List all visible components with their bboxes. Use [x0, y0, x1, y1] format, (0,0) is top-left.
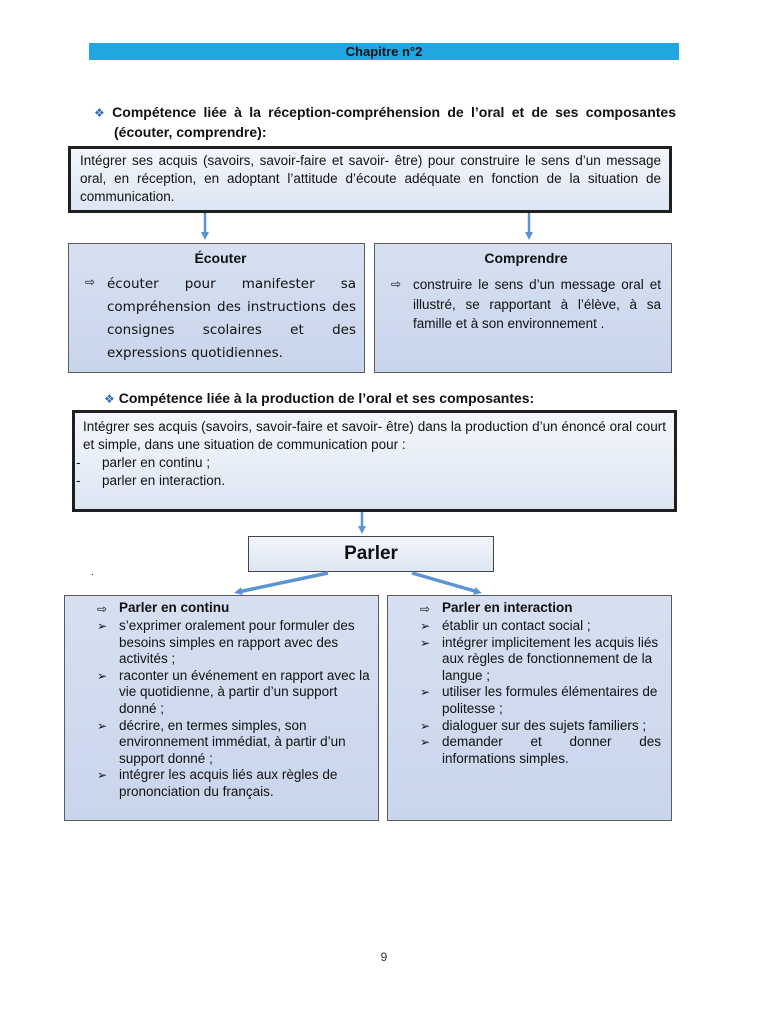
section2-heading-text: Compétence liée à la production de l’oral et ses composantes:	[118, 390, 535, 406]
dash-marker: -	[76, 473, 81, 488]
arrowhead-bullet-icon: ➢	[420, 619, 431, 633]
chapter-title: Chapitre n°2	[345, 44, 423, 59]
list-item-text: intégrer les acquis liés aux règles de prononciation du français.	[119, 767, 338, 799]
list-item-text: décrire, en termes simples, son environnement immédiat, à partir d’un support donné ;	[119, 717, 346, 766]
outline-right-arrow-icon: ⇨	[391, 277, 402, 291]
arrowhead-bullet-icon: ➢	[420, 685, 431, 700]
outline-right-arrow-icon: ⇨	[420, 602, 431, 616]
section2-list-item-text: parler en interaction.	[102, 473, 226, 488]
ecouter-title: Écouter	[194, 250, 247, 266]
list-item-text: établir un contact social ;	[442, 618, 591, 633]
section1-heading-text: Compétence liée à la réception-compréhension de l’oral et de ses composantes (écouter, comprendre):	[112, 104, 676, 140]
list-item-text: raconter un événement en rapport avec la vie quotidienne, à partir d’un support donné ;	[119, 667, 370, 716]
arrow-to-interaction	[412, 573, 478, 592]
list-item-text: intégrer implicitement les acquis liés aux règles de fonctionnement de la langue ;	[442, 634, 659, 683]
section2-intro-text: Intégrer ses acquis (savoirs, savoir-faire et savoir- être) dans la production d’un énoncé oral court et simple, dans une situation de communication pour :	[83, 419, 666, 452]
diamond-cluster-icon: ❖	[104, 392, 115, 406]
outline-right-arrow-icon: ⇨	[85, 275, 96, 289]
stray-mark: .	[91, 567, 94, 578]
section1-intro-text: Intégrer ses acquis (savoirs, savoir-faire et savoir- être) pour construire le sens d’un message oral, en réception, en adoptant l’attitude d’écoute adéquate en fonction de la situation de communication.	[80, 153, 661, 204]
arrowhead-bullet-icon: ➢	[420, 735, 431, 750]
outline-right-arrow-icon: ⇨	[97, 602, 108, 616]
parler-continu-title: Parler en continu	[119, 600, 230, 615]
diamond-cluster-icon: ❖	[94, 106, 109, 120]
ecouter-text: écouter pour manifester sa compréhension des instructions des consignes scolaires et des expressions quotidiennes.	[107, 276, 356, 361]
arrowhead-bullet-icon: ➢	[97, 619, 108, 633]
parler-label: Parler	[344, 543, 398, 564]
comprendre-text: construire le sens d’un message oral et illustré, se rapportant à l’élève, à sa famille et à son environnement .	[413, 277, 661, 331]
parler-interaction-title: Parler en interaction	[442, 600, 573, 615]
list-item-text: utiliser les formules élémentaires de politesse ;	[442, 684, 658, 716]
dash-marker: -	[76, 455, 81, 470]
list-item-text: s’exprimer oralement pour formuler des besoins simples en rapport avec des activités ;	[119, 618, 355, 667]
arrowhead-bullet-icon: ➢	[97, 718, 108, 733]
arrowhead-bullet-icon: ➢	[97, 668, 108, 683]
arrowhead-bullet-icon: ➢	[420, 635, 431, 650]
list-item-text: demander et donner des informations simples.	[442, 734, 661, 766]
list-item-text: dialoguer sur des sujets familiers ;	[442, 717, 647, 733]
arrowhead-bullet-icon: ➢	[97, 768, 108, 783]
section2-list-item-text: parler en continu ;	[102, 455, 211, 470]
comprendre-title: Comprendre	[484, 250, 568, 266]
page-number: 9	[380, 950, 388, 964]
arrow-to-continu	[238, 573, 328, 592]
arrowhead-bullet-icon: ➢	[420, 718, 431, 733]
